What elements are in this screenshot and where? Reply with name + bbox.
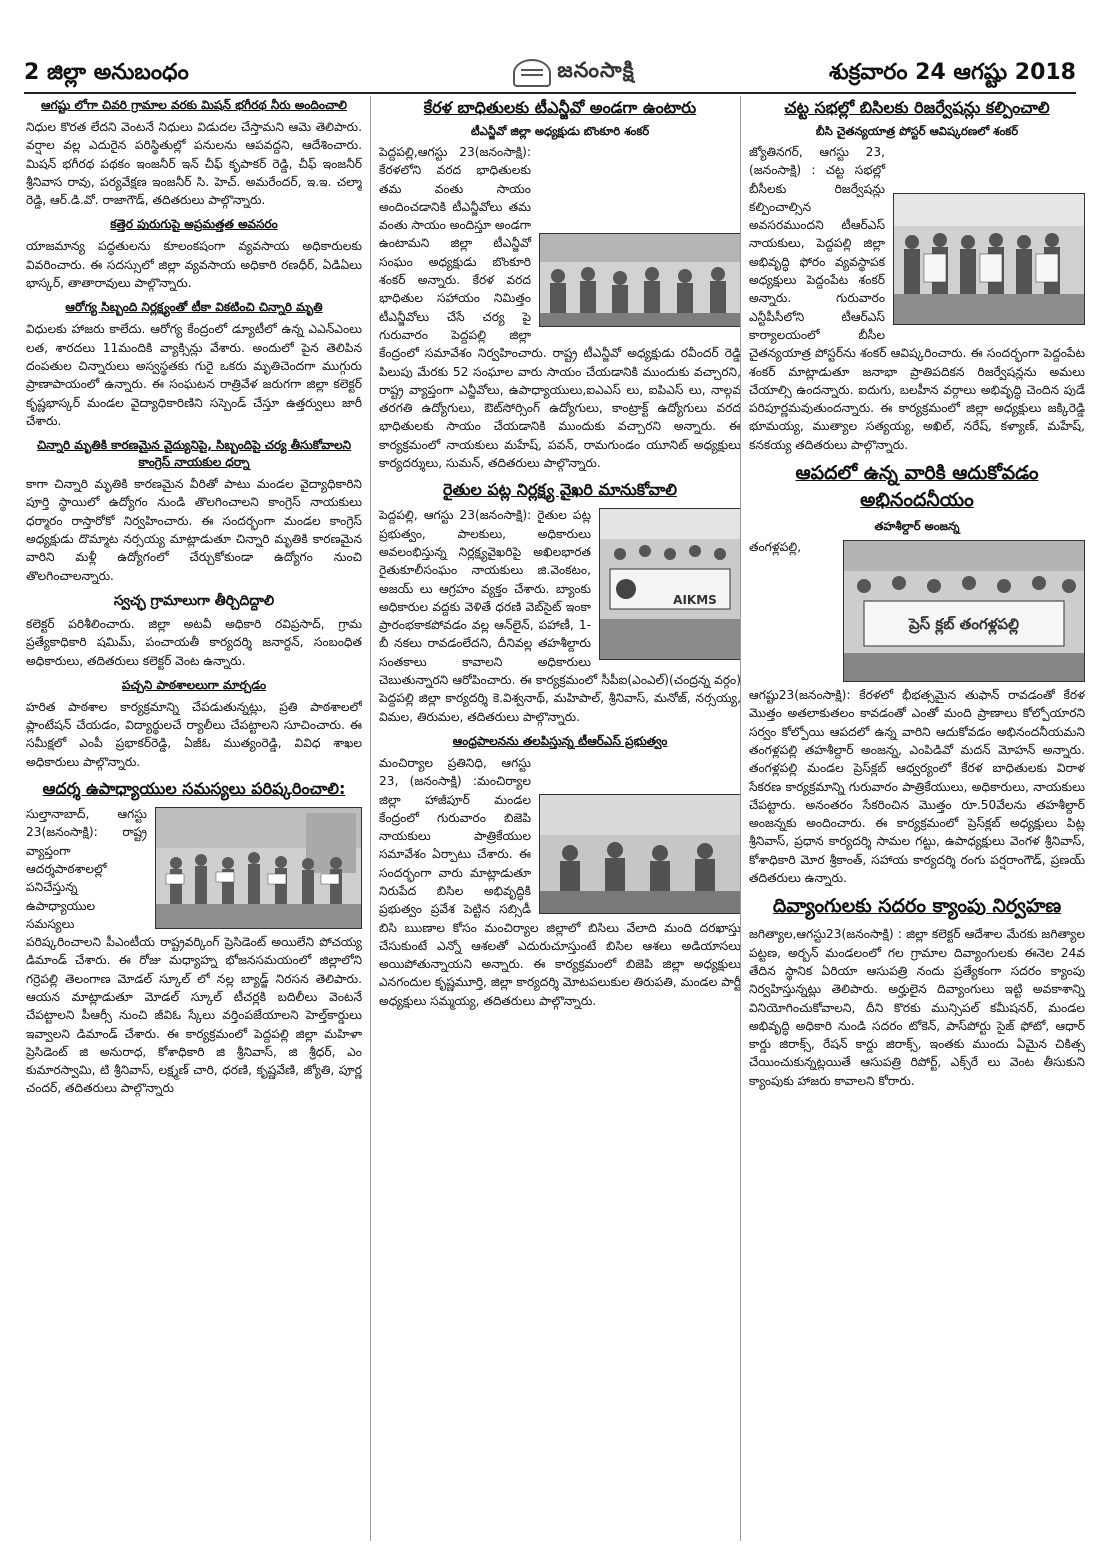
paper-name: జనంసాక్షి bbox=[557, 58, 635, 82]
article-body: తంగళ్లపల్లి, ఆగష్టు23(జనంసాక్షి): కేరళలో భీభత్సమైన తుఫాన్ రావడంతో కేరళ మొత్తం అతలాకుతలం కావడంతో ఎంతో మంది ప్రాణాలు కోల్పోయారని సర్వం కోల్పోయి ఆపదలో ఉన్న వారిని ఆదుకోవడం అభినందనీయమని తంగళ్లపల్లి తహశీల్దార్ అంజన్న, ఎంపిడివో మదన్ మోహన్ అన్నారు. తంగళ్లపల్లి మండల ప్రెస్‌క్లబ్ ఆధ్వర్యంలో కేరళ బాధితులకు విరాళ సేకరణ కార్యక్రమాన్ని గురువారం పాత్రికేయులు, అధికారులు, నాయకులు చేపట్టారు. అనంతరం సేకరించిన మొత్తం రూ.50వేలను తహశీల్దార్ అంజన్నకు అందించారు. ఈ కార్యక్రమంలో ప్రెస్‌క్లబ్ అధ్యక్షులు పిట్ల శ్రీనివాస్, ప్రధాన కార్యదర్శి సామల గట్టు, ఉపాధ్యక్షులు వెంగళ శ్రీనివాస్, కోశాధికారి మోర శ్రీకాంత్, సహాయ కార్యదర్శి రంగు పర్షరాంగౌడ్, ప్రణయ్ తదితరులు ఉన్నారు. bbox=[749, 540, 1085, 886]
article-headline: కత్తెర పురుగుపై అప్రమత్తత అవసరం bbox=[110, 217, 278, 232]
article-body: సుల్తానాబాద్, ఆగస్టు 23(జనంసాక్షి): రాష్ట్ర వ్యాప్తంగా ఆదర్శపాఠశాలల్లో పనిచేస్తున్న ఉపాధ్యాయుల సమస్యలు పరిష్కరించాలని పీఎంటీయ రాష్ట్రవర్కింగ్ ప్రెసిడెంట్ అయిలేని పోచయ్య డిమాండ్ చేశారు. ఈ రోజు మధ్యాహ్న భోజనసమయంలో జిల్లాలోని గర్రెపల్లి తెలంగాణ మోడల్ స్కూల్ లో నల్ల బ్యాడ్జ్ నిరసన తెలిపారు. ఆయన మాట్లాడుతూ మోడల్ స్కూల్ టీచర్లకి బదిలీలు వెంటనే చేపట్టాలని పీఆర్సీ నుంచి జీవిఓ స్కేలు వర్తింపజేయాలని హెల్త్‌కార్డులు ఇవ్వాలని డిమాండ్ చేశారు. ఈ కార్యక్రమంలో పెద్దపల్లి జిల్లా మహిళా ప్రెసిడెంట్ జి అనురాధ, కోశాధికారి జి శ్రీనివాస్, జి శ్రీధర్, ఎం కుమారస్వామి, టి శ్రీనివాస్, లక్ష్మణ్ చారి, ధరణి, కృష్ణవేణి, జ్యోతి, పూర్ణ చందర్, తదితరులు పాల్గొన్నారు bbox=[26, 807, 362, 1096]
article-body: కాగా చిన్నారి మృతికి కారణమైన వీరితో పాటు మండల వైద్యాధికారిని పూర్తి స్థాయిలో ఉద్యోగం నుండి తొలగించాలని కాంగ్రెస్ నాయకులు ధర్మారం రాస్తారోకో నిర్వహించారు. ఈ సందర్భంగా మండల కాంగ్రెస్ అధ్యక్షుడు దొమ్మాట నర్సయ్య మాట్లాడుతూ చిన్నారి మృతికి కారణమైన వారిని మళ్లీ ఉద్యోగంలో చేర్చుకోకుండా ఉద్యోగం నుంచి తొలగించాలన్నారు. bbox=[26, 477, 362, 583]
article bbox=[26, 678, 362, 771]
flag-emblem-icon bbox=[616, 579, 636, 599]
article bbox=[26, 438, 362, 585]
article bbox=[379, 98, 741, 472]
dharna-photo-image bbox=[600, 509, 740, 659]
banner-text: ప్రెస్ క్లబ్ తంగళ్లపల్లి bbox=[908, 615, 1020, 634]
article-headline: రైతుల పట్ల నిర్లక్ష్య వైఖరి మానుకోవాలి bbox=[443, 480, 677, 500]
logo-icon bbox=[513, 59, 551, 87]
article-headline: చట్ట సభల్లో బిసిలకు రిజర్వేషన్లు కల్పించాలి bbox=[784, 98, 1050, 117]
article-byline: టీఎన్జీవో జిల్లా అధ్యక్షుడు బొంకూరి శంకర్ bbox=[470, 124, 650, 138]
left-column bbox=[26, 96, 362, 1541]
article-headline: ఆంధ్రపాలనను తలపిస్తున్న టీఆర్ఎస్ ప్రభుత్వం bbox=[452, 733, 668, 748]
page-label: 2 జిల్లా అనుబంధం bbox=[24, 60, 189, 85]
article-headline: ఆరోగ్య సిబ్బంది నిర్లక్ష్యంతో టీకా వికటించి చిన్నారి మృతి bbox=[65, 300, 323, 315]
article bbox=[26, 98, 362, 209]
protest-photo-image bbox=[156, 808, 361, 928]
article bbox=[26, 217, 362, 292]
paper-logo bbox=[464, 58, 684, 88]
bjp-meeting-photo bbox=[539, 794, 741, 914]
article-headline: కేరళ బాధితులకు టీఎన్జీవో అండగా ఉంటారు bbox=[423, 98, 697, 117]
right-column bbox=[740, 96, 1085, 1541]
article-byline: తహశీల్దార్ అంజన్న bbox=[874, 519, 960, 534]
article-headline: దివ్యాంగులకు సదరం క్యాంపు నిర్వహణ bbox=[772, 895, 1062, 918]
middle-column bbox=[370, 96, 741, 1541]
article bbox=[26, 300, 362, 430]
article-body: హరిత పాఠశాల కార్యక్రమాన్ని చేపడుతున్నట్లు, ప్రతి పాఠశాలలో ప్లాంటేషన్ చేయడం, విద్యార్థులచే ర్యాలీలు చేపట్టాలని సూచించారు. ఈ సమీక్షలో ఎంపీ ప్రభాకర్‌రెడ్డి, ఏజీఓ ముత్యంరెడ్డి, వివిధ శాఖల అధికారులు పాల్గొన్నారు. bbox=[26, 699, 362, 769]
article-headline: ఆగష్టు లోగా చివరి గ్రామాల వరకు మిషన్ భగీరథ నీరు అందించాలి bbox=[41, 98, 347, 112]
poster-release-photo-image bbox=[894, 194, 1084, 324]
article bbox=[749, 98, 1085, 454]
article bbox=[749, 462, 1085, 887]
article-body: కలెక్టర్ పరిశీలించారు. జిల్లా అటవీ అధికారి రవిప్రసాద్, గ్రామ ప్రత్యేకాధికారి షమిమ్, పంచాయతీ కార్యదర్శి జనార్దన్, సంబంధిత అధికారులు, తదితరులు కలెక్టర్ వెంట ఉన్నారు. bbox=[26, 616, 362, 668]
tngo-meeting-photo bbox=[539, 233, 741, 327]
article-body: జగిత్యాల,ఆగస్టు23(జనంసాక్షి) : జిల్లా కలెక్టర్ ఆదేశాల మేరకు జగిత్యాల పట్టణ, అర్బన్ మండలంలో గల గ్రామాల దివ్యాంగులకు ఈనెల 24వ తేదిన స్థానిక ఏరియా ఆసుపత్రి నందు ప్రత్యేకంగా సదరం క్యాంపు నిర్వహిస్తున్నట్లు తెలిపారు. అర్హులైన దివ్యాంగులు ఇట్టి అవకాశాన్ని వినియోగించుకోవాలని, దీని కొరకు మున్సిపల్ కమీషనర్, మండల అభివృద్ధి అధికారి నుండి సదరం టోకెన్, పాస్‌పోర్టు సైజ్ ఫోటో, ఆధార్ కార్డు జిరాక్స్, రేషన్ కార్డు జిరాక్స్, ఇంతకు ముందు ఏమైన చికిత్స చేయించుకున్నట్లయితే ఆసుపత్రి రిపోర్ట్, ఎక్స్‌రే లు వెంట తీసుకుని క్యాంపుకు హాజరు కావాలని కోరారు. bbox=[749, 927, 1085, 1088]
article-byline: బీసి చైతన్యయాత్ర పోస్టర్ ఆవిష్కరణలో శంకర్ bbox=[815, 124, 1019, 138]
meeting-photo-image bbox=[540, 795, 740, 913]
article bbox=[26, 593, 362, 670]
article-body: యాజమాన్య పద్ధతులను కూలంకషంగా వ్యవసాయ అధికారులకు వివరించారు. ఈ సదస్సులో జిల్లా వ్యవసాయ అధికారి రణధీర్, ఏడిఏలు భాస్కర్, తాతారావులు పాల్గొన్నారు. bbox=[26, 239, 362, 291]
article-headline: పచ్చని పాఠశాలలుగా మార్చడం bbox=[121, 677, 267, 692]
article bbox=[379, 734, 741, 1010]
article bbox=[26, 779, 362, 1098]
article-body: పెద్దపల్లి,ఆగస్టు 23(జనంసాక్షి): కేరళలోని వరద భాధితులకు తమ వంతు సాయం అందించడానికి టీఎన్జీవోలు తమ వంతు సాయం అందిస్తూ అండగా ఉంటామని జిల్లా టీఎన్జీవో సంఘం అధ్యక్షుడు బొంకూరి శంకర్ అన్నారు. కేరళ వరద భాధితుల సహాయం నిమిత్తం టీఎన్జీవోలు చేసే చర్య పై గురువారం పెద్దపల్లి జిల్లా కేంద్రంలో సమావేశం నిర్వహించారు. రాష్ట్ర టీఎన్జీవో అధ్యక్షుడు రవీందర్ రెడ్డి పిలుపు మేరకు 52 సంఘాల వారు సాయం చేయడానికి ముందుకు వచ్చారని, రాష్ట్ర వ్యాప్తంగా ఎన్జీవోలు, ఉపాధ్యాయులు,ఐఎఎస్ లు, ఐపిఎస్ లు, నాల్గవ తరగతి ఉద్యోగులు, ఔట్‌సోర్సింగ్ ఉద్యోగులు, కాంట్రాక్ట్ ఉద్యోగులు వరద భాధితులకు సాయం చేయడానికి ముందుకు వచ్చారని అన్నారు. ఈ కార్యక్రమంలో నాయకులు మహేష్, పవన్, రామగుండం యూనిట్ అధ్యక్షులు కార్యదర్శులు, సుమన్, తదితరులు పాల్గొన్నారు. bbox=[379, 145, 741, 471]
article-body: పెద్దపల్లి, ఆగస్టు 23(జనంసాక్షి): రైతుల పట్ల ప్రభుత్వం, పాలకులు, అధికారులు అవలంభిస్తున్న నిర్లక్ష్యవైఖరిపై అఖిలభారత రైతుకూలీసంఘం నాయకులు జి.వెంకటం, అజయ్ లు ఆగ్రహం వ్యక్తం చేశారు. బ్యాంకు అధికారుల వద్దకు వెళితే ధరణి వెబ్‌సైట్ ఇంకా ప్రారంభకాకపోవడం వల్ల ఆన్‌లైన్, పహాణీ, 1-బీ నకలు రావడంలేదని, దీనివల్ల తహశీల్దారు సంతకాలు కావాలని అధికారులు చెబుతున్నారని ఆరోపించారు. ఈ కార్యక్రమంలో సీపీఐ(ఎంఎల్)(చంద్రన్న వర్గం) పెద్దపల్లి జిల్లా కార్యదర్శి కె.విశ్వనాథ్, మహిపాల్, శ్రీనివాస్, మనోజ్, నర్సయ్య, విమల, తిరుమల, తదితరులు పాల్గొన్నారు. bbox=[379, 508, 741, 724]
masthead bbox=[24, 58, 1076, 94]
donation-photo-image bbox=[844, 541, 1084, 681]
article-headline: చిన్నారి మృతికి కారణమైన వైద్యునిపై, సిబ్బందిపై చర్య తీసుకోవాలని కాంగ్రెస్ నాయకుల ధర్నా bbox=[36, 438, 352, 470]
article-headline: ఆపదలో ఉన్న వారికి ఆదుకోవడం అభినందనీయం bbox=[795, 462, 1039, 512]
article-body: జ్యోతినగర్, ఆగస్టు 23, (జనంసాక్షి) : చట్ట సభల్లో బీసీలకు రిజర్వేషన్లు కల్పించాల్సిన అవసరముందని టీఆర్ఎస్ నాయకులు, పెద్దపల్లి జిల్లా అభివృద్ధి ఫోరం వ్యవస్థాపక అధ్యక్షులు పెద్దంపేట శంకర్ అన్నారు. గురువారం ఎన్టీపీసీలోని టీఆర్ఎస్ కార్యాలయంలో బీసీల చైతన్యయాత్ర పోస్టర్‌ను శంకర్ ఆవిష్కరించారు. ఈ సందర్భంగా పెద్దంపేట శంకర్ మాట్లాడుతూ జనాభా ప్రాతిపదికన రిజర్వేషన్లను అమలు చేయాల్సి ఉందన్నారు. ఐదుగు, బలహీన వర్గాలు అభివృద్ధి చెందిన పుడే పరిపూర్ణమవుతుందన్నారు. ఈ కార్యక్రమంలో జిల్లా అధ్యక్షులు జక్కిరెడ్డి భూమయ్య, ముత్యాల సత్యయ్య, అఖిల్, నరేష్, కళ్యాణ్, మహేష్, కనకయ్య తదితరులు పాల్గొన్నారు. bbox=[749, 145, 1085, 452]
article bbox=[749, 895, 1085, 1090]
teachers-protest-photo bbox=[155, 807, 362, 929]
article-body: మంచిర్యాల ప్రతినిధి, ఆగస్టు 23, (జనంసాక్షి) :మంచిర్యాల జిల్లా హాజీపూర్ మండల కేంద్రంలో గురువారం బిజెపి నాయకులు పాత్రికేయుల సమావేశం ఏర్పాటు చేశారు. ఈ సందర్భంగా వారు మాట్లాడుతూ నిరుపేద బిసిల అభివృద్ధికి ప్రభుత్వం ప్రవేశ పెట్టిన సబ్సిడీ బిసి ఋణాల కోసం మంచిర్యాల జిల్లాలో బిసిలు వేలాది మంది దరఖాస్తు చేసుకుంటే ఎన్నో ఆశలతో ఎదురుచూస్తుంటే బిసిల ఆశలు అడియాసలు అయిపోతున్నాయని అన్నారు. ఈ కార్యక్రమంలో బిజెపి జిల్లా అధ్యక్షులు ఎనగందుల కృష్ణమూర్తి, జిల్లా కార్యదర్శి మోటపలుకుల తిరుపతి, మండల పార్టీ అధ్యక్షులు సమ్మయ్య, తదితరులు పాల్గొన్నారు. bbox=[379, 755, 741, 1008]
issue-date: శుక్రవారం 24 ఆగష్టు 2018 bbox=[829, 60, 1076, 85]
meeting-photo-image bbox=[540, 234, 740, 326]
article-headline: స్వచ్ఛ గ్రామాలుగా తీర్చిదిద్దాలి bbox=[113, 592, 275, 609]
banner-text: AIKMS bbox=[673, 593, 717, 608]
farmers-dharna-photo bbox=[599, 508, 741, 660]
press-club-photo bbox=[843, 540, 1085, 682]
article bbox=[379, 480, 741, 726]
bc-poster-photo bbox=[893, 193, 1085, 325]
article-body: నిధుల కొరత లేదని వెంటనే నిధులు విడుదల చేస్తామని ఆమె తెలిపారు. వర్షాల వల్ల ఎదురైన పరిస్థితుల్లో పనులను ఆపవద్దని, ఆదేశించారు. మిషన్ భగీరథ పథకం ఇంజనీర్ ఇన్ చీఫ్ కృపాకర్ రెడ్డి, చీఫ్ ఇంజనీర్ శ్రీనివాస రావు, పర్యవేక్షణ ఇంజనీర్ సి. హెచ్. అమరేందర్, ఇ.ఇ. చల్మా రెడ్డి, ఆర్.డి.వో. రాజాగౌడ్, తదితరులు పాల్గొన్నారు. bbox=[26, 120, 362, 208]
article-headline: ఆదర్శ ఉపాధ్యాయుల సమస్యలు పరిష్కరించాలి: bbox=[42, 779, 346, 799]
article-body: విధులకు హాజరు కాలేదు. ఆరోగ్య కేంద్రంలో డ్యూటీలో ఉన్న ఎఎన్ఎంలు లత, శారదలు 11మందికి వ్యాక్సిన్లు వేశారు. అందులో పైన తెలిపిన దంపతుల చిన్నారులు అస్వస్థతకు గురై ఒకరు మృతిచెందగా ముగ్గురు ప్రాణాపాయంలో ఉన్నారు. ఈ సంఘటన రాత్రివేళ జరుగగా జిల్లా కలెక్టర్ కృష్ణభాస్కర్ మండల వైద్యాధికారిణిని సస్పెండ్ చేస్తూ ఉత్తర్వులు జారీ చేశారు. bbox=[26, 322, 362, 428]
